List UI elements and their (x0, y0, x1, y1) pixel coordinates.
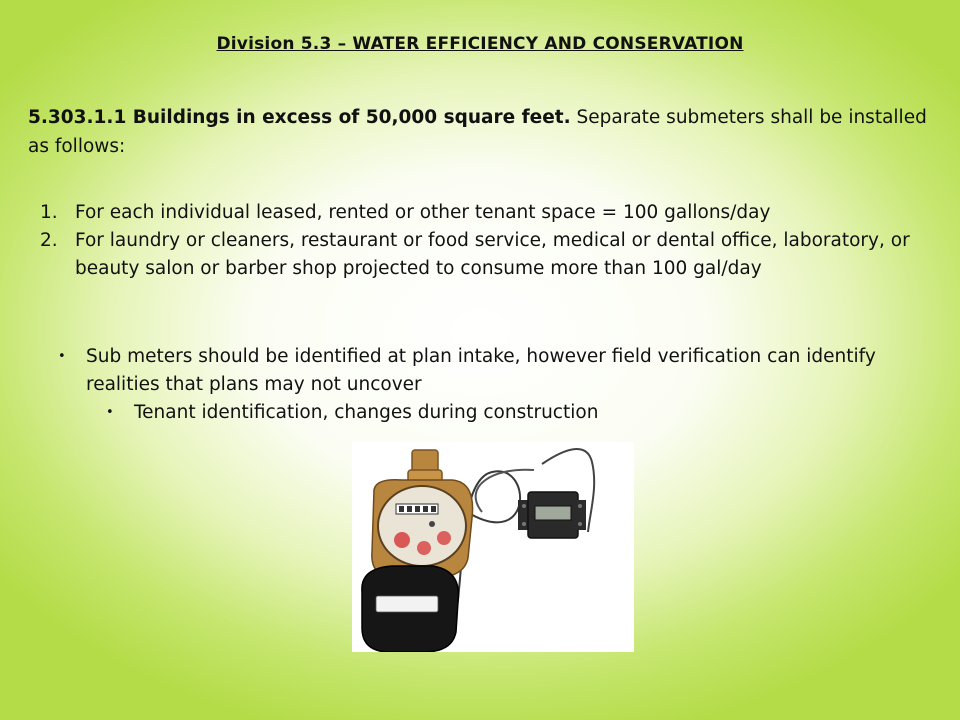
dial-indicator-red (437, 531, 451, 545)
inlet-fitting (412, 450, 438, 472)
intro-text: Separate submeters shall be installed as follows: (28, 107, 927, 157)
notes-list (58, 343, 918, 427)
bullet-icon: • (58, 349, 66, 364)
water-meter-illustration (352, 442, 634, 652)
water-submeter-photo (352, 442, 634, 652)
lid-tag-label (376, 596, 438, 612)
item-number: 2. (40, 230, 58, 251)
bullet-text: Sub meters should be identified at plan intake, however field verification can identify realities that plans may not uncover (86, 346, 876, 395)
list-item (40, 227, 920, 283)
bullet-item (58, 343, 918, 399)
item-text: For laundry or cleaners, restaurant or food service, medical or dental office, laboratory, or beauty salon or barber shop projected to consume more than 100 gal/day (75, 230, 910, 279)
submeter-requirements-list (40, 199, 920, 283)
item-number: 1. (40, 202, 58, 223)
dial-indicator-red (394, 532, 410, 548)
item-text: For each individual leased, rented or other tenant space = 100 gallons/day (75, 202, 771, 223)
sub-bullet-item (106, 399, 918, 427)
slide-title: Division 5.3 – WATER EFFICIENCY AND CONSERVATION (216, 34, 744, 54)
remote-register-unit (518, 492, 586, 538)
list-item (40, 199, 920, 227)
intro-paragraph (28, 103, 938, 161)
bullet-text: Tenant identification, changes during construction (134, 402, 599, 423)
code-section-heading: 5.303.1.1 Buildings in excess of 50,000 square feet. (28, 107, 571, 128)
dial-indicator-red (417, 541, 431, 555)
bullet-icon: • (106, 405, 114, 420)
